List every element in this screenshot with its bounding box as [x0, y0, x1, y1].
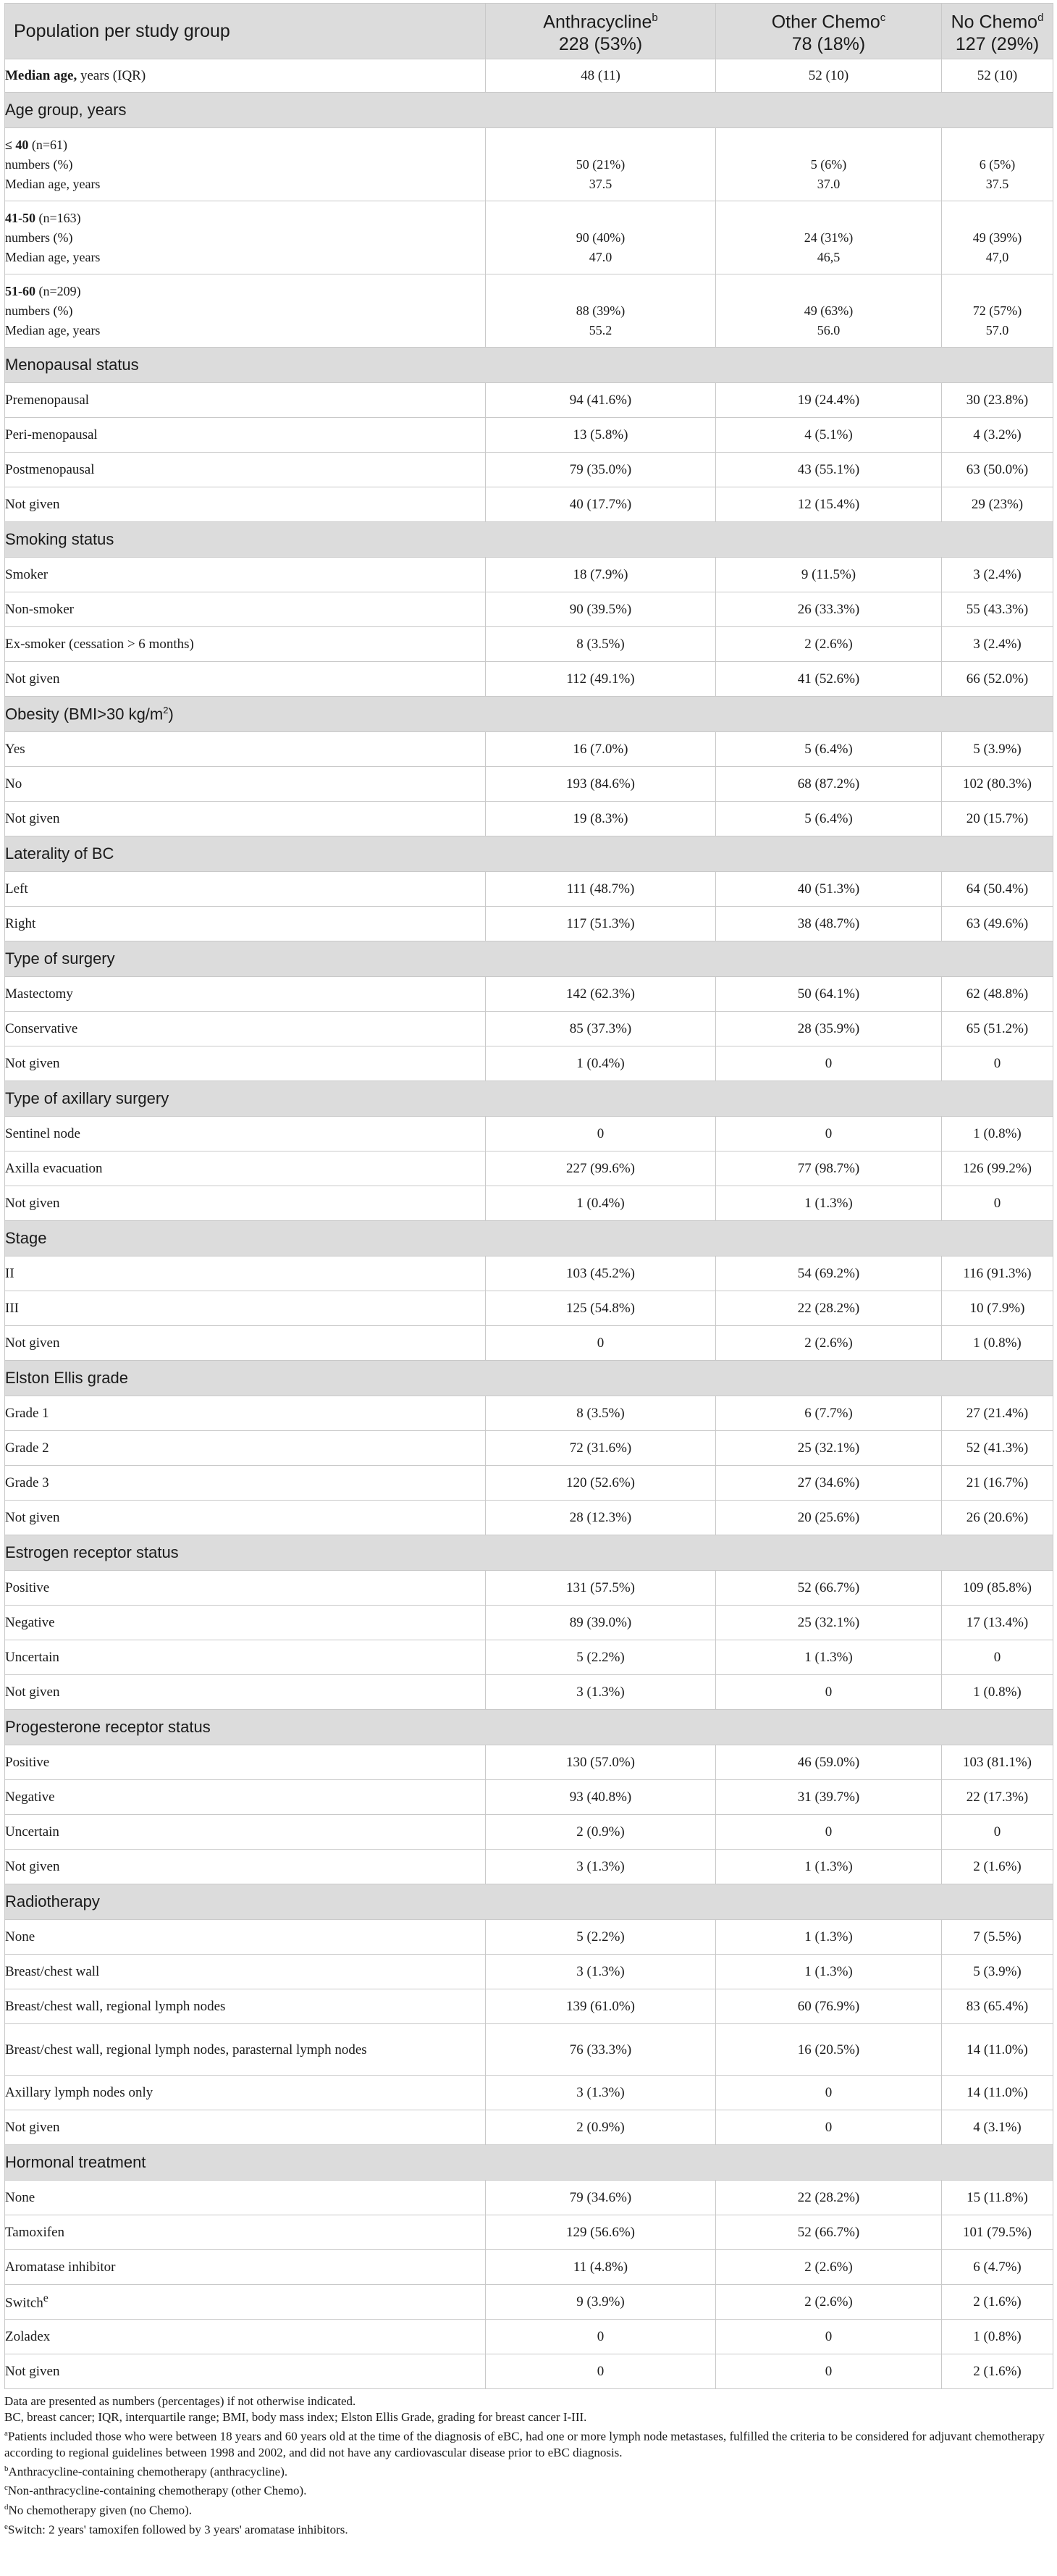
table-row — [5, 1675, 1053, 1710]
table-cell: 142 (62.3%) — [486, 977, 716, 1012]
table-cell: 20 (25.6%) — [716, 1501, 942, 1535]
row-label: Negative — [5, 1606, 486, 1640]
footnote: $^e$Switch: 2 years' tamoxifen followed by 3 years' aromatase inhibitors. — [4, 2522, 348, 2537]
table-row — [5, 418, 1053, 453]
header-group-name: No Chemo — [951, 12, 1038, 33]
table-row — [5, 2181, 1053, 2215]
table-cell: 4 (5.1%) — [716, 418, 942, 453]
row-label: Uncertain — [5, 1640, 486, 1675]
median-age-row — [5, 59, 1053, 93]
table-row — [5, 2076, 1053, 2110]
row-label: Postmenopausal — [5, 453, 486, 487]
table-cell: 16 (7.0%) — [486, 732, 716, 767]
table-cell: 3 (1.3%) — [486, 2076, 716, 2110]
footnote: $^b$Anthracycline-containing chemotherapy (anthracycline). — [4, 2464, 288, 2479]
table-cell: 76 (33.3%) — [486, 2024, 716, 2076]
table-cell: 54 (69.2%) — [716, 1256, 942, 1291]
table-row — [5, 2215, 1053, 2250]
footnote: Data are presented as numbers (percentages) if not otherwise indicated. — [4, 2394, 356, 2408]
section-header-row — [5, 941, 1053, 977]
table-cell: 63 (49.6%) — [942, 907, 1053, 941]
table-cell: 28 (35.9%) — [716, 1012, 942, 1046]
table-cell: 2 (2.6%) — [716, 627, 942, 662]
row-label: Axillary lymph nodes only — [5, 2076, 486, 2110]
table-cell: 38 (48.7%) — [716, 907, 942, 941]
row-label: Not given — [5, 802, 486, 836]
table-cell: 9 (11.5%) — [716, 558, 942, 592]
table-cell: 0 — [942, 1186, 1053, 1221]
table-row — [5, 2250, 1053, 2285]
table-cell: 16 (20.5%) — [716, 2024, 942, 2076]
table-footnotes — [4, 2394, 1053, 2538]
table-cell: 2 (1.6%) — [942, 2354, 1053, 2389]
row-label: Not given — [5, 1850, 486, 1884]
table-cell: 72 (31.6%) — [486, 1431, 716, 1466]
table-cell: 2 (0.9%) — [486, 2110, 716, 2145]
table-row — [5, 2024, 1053, 2076]
table-cell: 1 (1.3%) — [716, 1955, 942, 1989]
section-title: Hormonal treatment — [5, 2145, 1053, 2181]
table-cell: 111 (48.7%) — [486, 872, 716, 907]
table-row — [5, 2110, 1053, 2145]
table-cell: 79 (34.6%) — [486, 2181, 716, 2215]
table-row — [5, 1431, 1053, 1466]
table-row — [5, 1780, 1053, 1815]
table-cell: 49 (39%) 47,0 — [942, 201, 1053, 274]
row-label: Not given — [5, 487, 486, 522]
table-cell: 5 (6.4%) — [716, 732, 942, 767]
row-label: Not given — [5, 1046, 486, 1081]
table-row — [5, 1989, 1053, 2024]
table-cell: 116 (91.3%) — [942, 1256, 1053, 1291]
row-label: Conservative — [5, 1012, 486, 1046]
table-cell: 0 — [716, 2110, 942, 2145]
header-group-count: 228 (53%) — [558, 33, 643, 54]
table-cell: 43 (55.1%) — [716, 453, 942, 487]
table-row — [5, 1151, 1053, 1186]
table-cell: 90 (39.5%) — [486, 592, 716, 627]
table-cell: 2 (1.6%) — [942, 1850, 1053, 1884]
footnote-mark: b — [652, 12, 658, 25]
row-label: Non-smoker — [5, 592, 486, 627]
section-title: Obesity (BMI>30 $kg/m^2$) — [5, 697, 1053, 732]
table-row — [5, 487, 1053, 522]
table-cell: 1 (0.4%) — [486, 1186, 716, 1221]
table-row — [5, 1955, 1053, 1989]
section-title: Stage — [5, 1221, 1053, 1256]
footnote-mark: d — [1037, 12, 1044, 25]
table-row — [5, 1117, 1053, 1151]
table-row — [5, 1466, 1053, 1501]
row-label: Not given — [5, 662, 486, 697]
table-cell: 139 (61.0%) — [486, 1989, 716, 2024]
table-row — [5, 1571, 1053, 1606]
table-row — [5, 558, 1053, 592]
table-cell: 79 (35.0%) — [486, 453, 716, 487]
table-row — [5, 2320, 1053, 2354]
table-cell: 46 (59.0%) — [716, 1745, 942, 1780]
section-title: Estrogen receptor status — [5, 1535, 1053, 1571]
row-label: Peri-menopausal — [5, 418, 486, 453]
section-title: Age group, years — [5, 93, 1053, 128]
table-cell: 1 (1.3%) — [716, 1640, 942, 1675]
table-row — [5, 1186, 1053, 1221]
table-cell: 8 (3.5%) — [486, 627, 716, 662]
table-cell: 28 (12.3%) — [486, 1501, 716, 1535]
row-label: Not given — [5, 1186, 486, 1221]
footnote: $^d$No chemotherapy given (no Chemo). — [4, 2502, 193, 2517]
row-label: Breast/chest wall, regional lymph nodes — [5, 1989, 486, 2024]
row-label: Not given — [5, 1675, 486, 1710]
section-title: Laterality of BC — [5, 836, 1053, 872]
section-header-row — [5, 522, 1053, 558]
section-header-row — [5, 1221, 1053, 1256]
row-label: Uncertain — [5, 1815, 486, 1850]
table-cell: 1 (1.3%) — [716, 1920, 942, 1955]
table-row — [5, 1291, 1053, 1326]
table-row — [5, 1920, 1053, 1955]
table-cell: 4 (3.2%) — [942, 418, 1053, 453]
section-title: Elston Ellis grade — [5, 1361, 1053, 1396]
table-cell: 11 (4.8%) — [486, 2250, 716, 2285]
row-label: Positive — [5, 1745, 486, 1780]
row-label: II — [5, 1256, 486, 1291]
table-header-row — [5, 4, 1053, 59]
table-cell: 0 — [942, 1640, 1053, 1675]
table-row — [5, 732, 1053, 767]
table-row — [5, 802, 1053, 836]
table-cell: 109 (85.8%) — [942, 1571, 1053, 1606]
table-cell: 22 (28.2%) — [716, 2181, 942, 2215]
table-cell: 101 (79.5%) — [942, 2215, 1053, 2250]
table-cell: 6 (4.7%) — [942, 2250, 1053, 2285]
footnote-mark: c — [880, 12, 886, 25]
table-cell: 21 (16.7%) — [942, 1466, 1053, 1501]
table-cell: 1 (0.4%) — [486, 1046, 716, 1081]
table-cell: 88 (39%) 55.2 — [486, 274, 716, 348]
table-cell: 193 (84.6%) — [486, 767, 716, 802]
row-label: Sentinel node — [5, 1117, 486, 1151]
table-cell: 4 (3.1%) — [942, 2110, 1053, 2145]
table-cell: 48 (11) — [486, 59, 716, 93]
table-cell: 5 (6%) 37.0 — [716, 128, 942, 201]
row-label: Breast/chest wall, regional lymph nodes, parasternal lymph nodes — [5, 2024, 486, 2076]
table-row — [5, 1640, 1053, 1675]
table-cell: 0 — [486, 1117, 716, 1151]
table-cell: 85 (37.3%) — [486, 1012, 716, 1046]
table-cell: 129 (56.6%) — [486, 2215, 716, 2250]
table-cell: 83 (65.4%) — [942, 1989, 1053, 2024]
table-cell: 227 (99.6%) — [486, 1151, 716, 1186]
table-cell: 25 (32.1%) — [716, 1606, 942, 1640]
table-cell: 112 (49.1%) — [486, 662, 716, 697]
table-row — [5, 453, 1053, 487]
header-group-count: 78 (18%) — [791, 33, 866, 54]
row-label: Grade 1 — [5, 1396, 486, 1431]
table-row — [5, 662, 1053, 697]
table-cell: 41 (52.6%) — [716, 662, 942, 697]
table-cell: 2 (0.9%) — [486, 1815, 716, 1850]
table-cell: 17 (13.4%) — [942, 1606, 1053, 1640]
table-cell: 1 (0.8%) — [942, 1117, 1053, 1151]
table-cell: 1 (1.3%) — [716, 1186, 942, 1221]
table-cell: 2 (2.6%) — [716, 2285, 942, 2320]
age-group-row — [5, 274, 1053, 348]
row-label: Not given — [5, 2110, 486, 2145]
table-row — [5, 1012, 1053, 1046]
table-cell: 52 (41.3%) — [942, 1431, 1053, 1466]
section-header-row — [5, 836, 1053, 872]
table-cell: 26 (33.3%) — [716, 592, 942, 627]
table-cell: 0 — [486, 2320, 716, 2354]
row-label: Not given — [5, 1326, 486, 1361]
row-label: Premenopausal — [5, 383, 486, 418]
table-row — [5, 907, 1053, 941]
row-label: Ex-smoker (cessation > 6 months) — [5, 627, 486, 662]
section-title: Smoking status — [5, 522, 1053, 558]
table-cell: 1 (0.8%) — [942, 1675, 1053, 1710]
table-cell: 102 (80.3%) — [942, 767, 1053, 802]
table-row — [5, 1745, 1053, 1780]
header-other-chemo — [716, 4, 942, 59]
table-cell: 103 (45.2%) — [486, 1256, 716, 1291]
row-label: None — [5, 1920, 486, 1955]
row-label: Smoker — [5, 558, 486, 592]
table-cell: 130 (57.0%) — [486, 1745, 716, 1780]
table-cell: 50 (64.1%) — [716, 977, 942, 1012]
table-cell: 93 (40.8%) — [486, 1780, 716, 1815]
table-cell: 15 (11.8%) — [942, 2181, 1053, 2215]
table-cell: 0 — [716, 2320, 942, 2354]
row-label: No — [5, 767, 486, 802]
table-cell: 26 (20.6%) — [942, 1501, 1053, 1535]
table-cell: 0 — [486, 2354, 716, 2389]
section-header-age-group — [5, 93, 1053, 128]
table-cell: 66 (52.0%) — [942, 662, 1053, 697]
row-label: Right — [5, 907, 486, 941]
table-cell: 52 (66.7%) — [716, 2215, 942, 2250]
table-cell: 126 (99.2%) — [942, 1151, 1053, 1186]
age-group-label: ≤ 40 (n=61) numbers (%) Median age, years — [5, 128, 486, 201]
row-label: Breast/chest wall — [5, 1955, 486, 1989]
table-cell: 40 (17.7%) — [486, 487, 716, 522]
header-population-label: Population per study group — [5, 4, 486, 59]
table-cell: 5 (6.4%) — [716, 802, 942, 836]
table-cell: 60 (76.9%) — [716, 1989, 942, 2024]
section-title: Type of surgery — [5, 941, 1053, 977]
table-cell: 13 (5.8%) — [486, 418, 716, 453]
table-cell: 19 (24.4%) — [716, 383, 942, 418]
table-cell: 14 (11.0%) — [942, 2076, 1053, 2110]
row-label: Yes — [5, 732, 486, 767]
table-row — [5, 1815, 1053, 1850]
table-cell: 40 (51.3%) — [716, 872, 942, 907]
row-label: Switch$^e$ — [5, 2285, 486, 2320]
table-cell: 55 (43.3%) — [942, 592, 1053, 627]
section-header-row — [5, 348, 1053, 383]
table-cell: 6 (7.7%) — [716, 1396, 942, 1431]
row-label: Grade 2 — [5, 1431, 486, 1466]
section-title: Type of axillary surgery — [5, 1081, 1053, 1117]
footnote: BC, breast cancer; IQR, interquartile range; BMI, body mass index; Elston Ellis Grade, grading for breast cancer I-III. — [4, 2410, 587, 2424]
table-row — [5, 1396, 1053, 1431]
table-cell: 0 — [486, 1326, 716, 1361]
table-cell: 18 (7.9%) — [486, 558, 716, 592]
table-row — [5, 592, 1053, 627]
table-cell: 7 (5.5%) — [942, 1920, 1053, 1955]
section-title: Progesterone receptor status — [5, 1710, 1053, 1745]
table-row — [5, 383, 1053, 418]
table-cell: 1 (0.8%) — [942, 1326, 1053, 1361]
row-label: Negative — [5, 1780, 486, 1815]
table-cell: 52 (10) — [942, 59, 1053, 93]
table-cell: 125 (54.8%) — [486, 1291, 716, 1326]
table-cell: 72 (57%) 57.0 — [942, 274, 1053, 348]
row-label: Axilla evacuation — [5, 1151, 486, 1186]
table-cell: 103 (81.1%) — [942, 1745, 1053, 1780]
table-cell: 6 (5%) 37.5 — [942, 128, 1053, 201]
row-label: Grade 3 — [5, 1466, 486, 1501]
table-row — [5, 977, 1053, 1012]
table-row — [5, 1850, 1053, 1884]
table-row — [5, 1606, 1053, 1640]
table-cell: 5 (3.9%) — [942, 732, 1053, 767]
table-cell: 0 — [942, 1046, 1053, 1081]
table-cell: 1 (1.3%) — [716, 1850, 942, 1884]
table-cell: 3 (2.4%) — [942, 627, 1053, 662]
section-header-row — [5, 1710, 1053, 1745]
population-table — [4, 3, 1053, 2389]
table-cell: 52 (10) — [716, 59, 942, 93]
row-label: Mastectomy — [5, 977, 486, 1012]
table-cell: 50 (21%) 37.5 — [486, 128, 716, 201]
table-row — [5, 767, 1053, 802]
age-group-label: 41-50 (n=163) numbers (%) Median age, years — [5, 201, 486, 274]
table-cell: 22 (17.3%) — [942, 1780, 1053, 1815]
table-cell: 52 (66.7%) — [716, 1571, 942, 1606]
header-group-name: Anthracycline — [543, 12, 652, 33]
table-row — [5, 2354, 1053, 2389]
table-cell: 64 (50.4%) — [942, 872, 1053, 907]
table-cell: 0 — [716, 1815, 942, 1850]
header-no-chemo — [942, 4, 1053, 59]
section-header-row — [5, 2145, 1053, 2181]
table-cell: 0 — [716, 2076, 942, 2110]
table-cell: 0 — [716, 1675, 942, 1710]
row-label: Zoladex — [5, 2320, 486, 2354]
table-cell: 2 (1.6%) — [942, 2285, 1053, 2320]
table-cell: 30 (23.8%) — [942, 383, 1053, 418]
section-title: Menopausal status — [5, 348, 1053, 383]
table-cell: 65 (51.2%) — [942, 1012, 1053, 1046]
footnote: $^a$Patients included those who were between 18 years and 60 years old at the time of the diagnosis of eBC, had one or more lymph node metastases, fulfilled the criteria to be considered for adjuvant chemotherapy according to regional guidelines between 1998 and 2002, and did not have any cardiovascular disease prior to eBC diagnosis. — [4, 2429, 1045, 2459]
table-cell: 0 — [716, 2354, 942, 2389]
row-label: III — [5, 1291, 486, 1326]
table-cell: 94 (41.6%) — [486, 383, 716, 418]
section-header-row — [5, 1081, 1053, 1117]
table-cell: 19 (8.3%) — [486, 802, 716, 836]
table-row — [5, 1046, 1053, 1081]
table-cell: 49 (63%) 56.0 — [716, 274, 942, 348]
table-row — [5, 627, 1053, 662]
table-cell: 5 (2.2%) — [486, 1640, 716, 1675]
row-label: Positive — [5, 1571, 486, 1606]
table-cell: 1 (0.8%) — [942, 2320, 1053, 2354]
table-cell: 5 (3.9%) — [942, 1955, 1053, 1989]
table-cell: 0 — [716, 1117, 942, 1151]
table-cell: 25 (32.1%) — [716, 1431, 942, 1466]
table-cell: 22 (28.2%) — [716, 1291, 942, 1326]
table-cell: 117 (51.3%) — [486, 907, 716, 941]
median-age-label: Median age, years (IQR) — [5, 59, 486, 93]
table-row — [5, 1256, 1053, 1291]
section-header-row — [5, 1361, 1053, 1396]
table-cell: 9 (3.9%) — [486, 2285, 716, 2320]
table-cell: 27 (21.4%) — [942, 1396, 1053, 1431]
table-cell: 0 — [716, 1046, 942, 1081]
age-group-row — [5, 128, 1053, 201]
row-label: Left — [5, 872, 486, 907]
table-cell: 120 (52.6%) — [486, 1466, 716, 1501]
table-cell: 131 (57.5%) — [486, 1571, 716, 1606]
row-label: Not given — [5, 1501, 486, 1535]
table-cell: 29 (23%) — [942, 487, 1053, 522]
row-label: Tamoxifen — [5, 2215, 486, 2250]
table-cell: 20 (15.7%) — [942, 802, 1053, 836]
table-cell: 89 (39.0%) — [486, 1606, 716, 1640]
table-cell: 3 (1.3%) — [486, 1850, 716, 1884]
section-title: Radiotherapy — [5, 1884, 1053, 1920]
table-row — [5, 872, 1053, 907]
row-label: Not given — [5, 2354, 486, 2389]
age-group-label: 51-60 (n=209) numbers (%) Median age, years — [5, 274, 486, 348]
table-cell: 3 (1.3%) — [486, 1675, 716, 1710]
footnote: $^c$Non-anthracycline-containing chemotherapy (other Chemo). — [4, 2483, 307, 2498]
table-cell: 31 (39.7%) — [716, 1780, 942, 1815]
section-header-row — [5, 1884, 1053, 1920]
age-group-row — [5, 201, 1053, 274]
header-group-name: Other Chemo — [771, 12, 880, 33]
table-cell: 62 (48.8%) — [942, 977, 1053, 1012]
row-label: None — [5, 2181, 486, 2215]
table-cell: 24 (31%) 46,5 — [716, 201, 942, 274]
table-cell: 14 (11.0%) — [942, 2024, 1053, 2076]
table-row — [5, 2285, 1053, 2320]
table-cell: 27 (34.6%) — [716, 1466, 942, 1501]
table-cell: 3 (1.3%) — [486, 1955, 716, 1989]
table-cell: 3 (2.4%) — [942, 558, 1053, 592]
row-label: Aromatase inhibitor — [5, 2250, 486, 2285]
table-cell: 10 (7.9%) — [942, 1291, 1053, 1326]
table-cell: 5 (2.2%) — [486, 1920, 716, 1955]
section-header-row — [5, 697, 1053, 732]
table-cell: 90 (40%) 47.0 — [486, 201, 716, 274]
table-cell: 77 (98.7%) — [716, 1151, 942, 1186]
table-cell: 68 (87.2%) — [716, 767, 942, 802]
header-anthracycline — [486, 4, 716, 59]
table-cell: 63 (50.0%) — [942, 453, 1053, 487]
table-cell: 2 (2.6%) — [716, 1326, 942, 1361]
section-header-row — [5, 1535, 1053, 1571]
table-row — [5, 1326, 1053, 1361]
table-row — [5, 1501, 1053, 1535]
table-cell: 8 (3.5%) — [486, 1396, 716, 1431]
table-cell: 2 (2.6%) — [716, 2250, 942, 2285]
header-group-count: 127 (29%) — [955, 33, 1040, 54]
table-cell: 12 (15.4%) — [716, 487, 942, 522]
table-cell: 0 — [942, 1815, 1053, 1850]
